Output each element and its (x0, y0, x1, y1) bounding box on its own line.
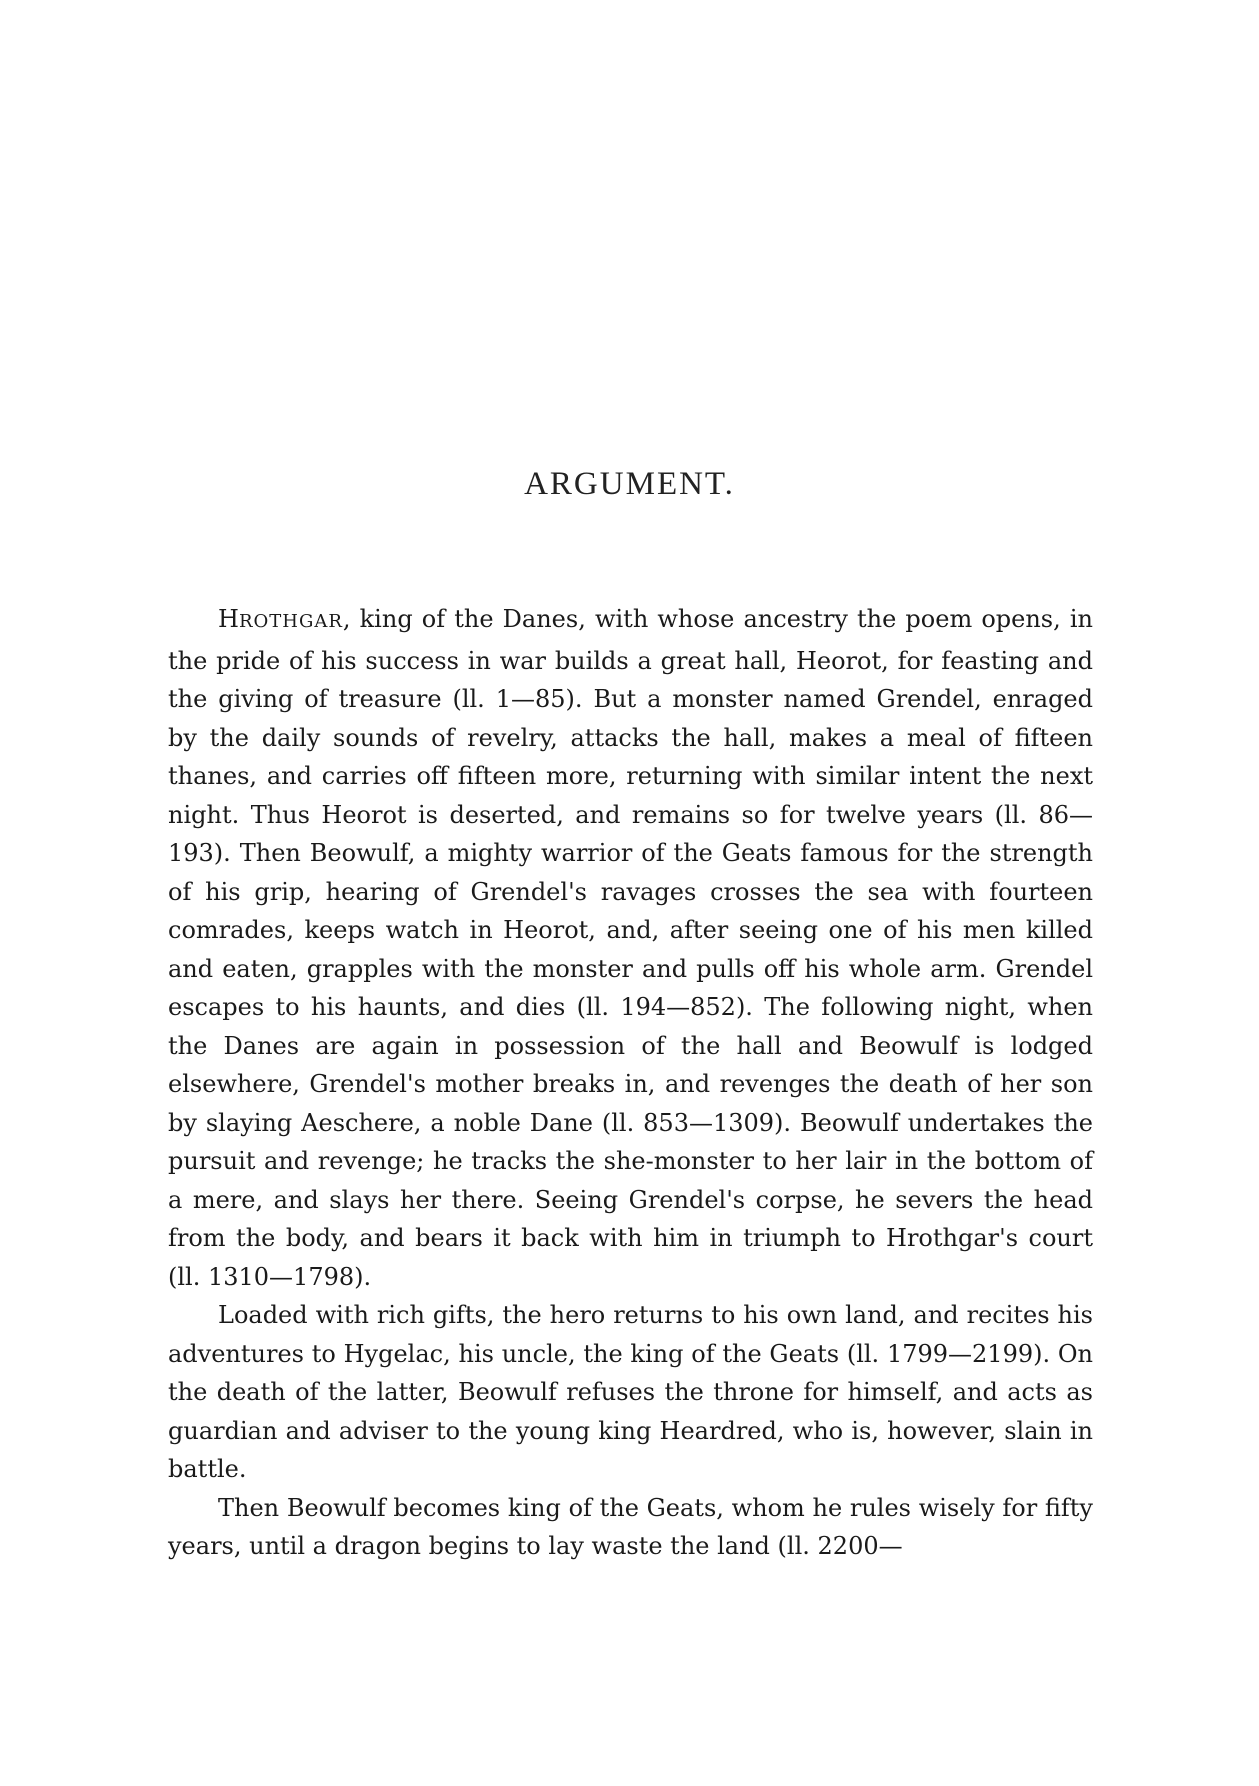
paragraph-2: Loaded with rich gifts, the hero returns to his own land, and recites his adventures to Hygelac, his uncle, the king of the Geats (ll. 1799—2199). On the death of the latter, Beowulf refuses the throne for himself, and acts as guardian and adviser to the young king Heardred, who is, however, slain in battle. (168, 1301, 1093, 1483)
chapter-heading: ARGUMENT. (524, 466, 735, 502)
paragraph-3: Then Beowulf becomes king of the Geats, whom he rules wisely for fifty years, until a dragon begins to lay waste the land (ll. 2200— (168, 1493, 1093, 1560)
paragraph-1-text: , king of the Danes, with whose ancestry the poem opens, in the pride of his success in war builds a great hall, Heorot, for feasting and the giving of treasure (ll. 1—85). But a monster named Grendel, enraged by the daily sounds of revelry, attacks the hall, makes a meal of fifteen thanes, and carries off fifteen more, returning with similar intent the next night. Thus Heorot is deserted, and remains so for twelve years (ll. 86—193). Then Beowulf, a mighty warrior of the Geats famous for the strength of his grip, hearing of Grendel's ravages crosses the sea with fourteen comrades, keeps watch in Heorot, and, after seeing one of his men killed and eaten, grapples with the monster and pulls off his whole arm. Grendel escapes to his haunts, and dies (ll. 194—852). The following night, when the Danes are again in possession of the hall and Beowulf is lodged elsewhere, Grendel's mother breaks in, and revenges the death of her son by slaying Aeschere, a noble Dane (ll. 853—1309). Beowulf undertakes the pursuit and revenge; he tracks the she-monster to her lair in the bottom of a mere, and slays her there. Seeing Grendel's corpse, he severs the head from the body, and bears it back with him in triumph to Hrothgar's court (ll. 1310—1798). (168, 605, 1093, 1291)
argument-text (168, 600, 1093, 1566)
drop-name-initial: H (218, 605, 239, 633)
paragraph-1 (168, 600, 1093, 1296)
drop-name-rest: ROTHGAR (238, 611, 343, 632)
